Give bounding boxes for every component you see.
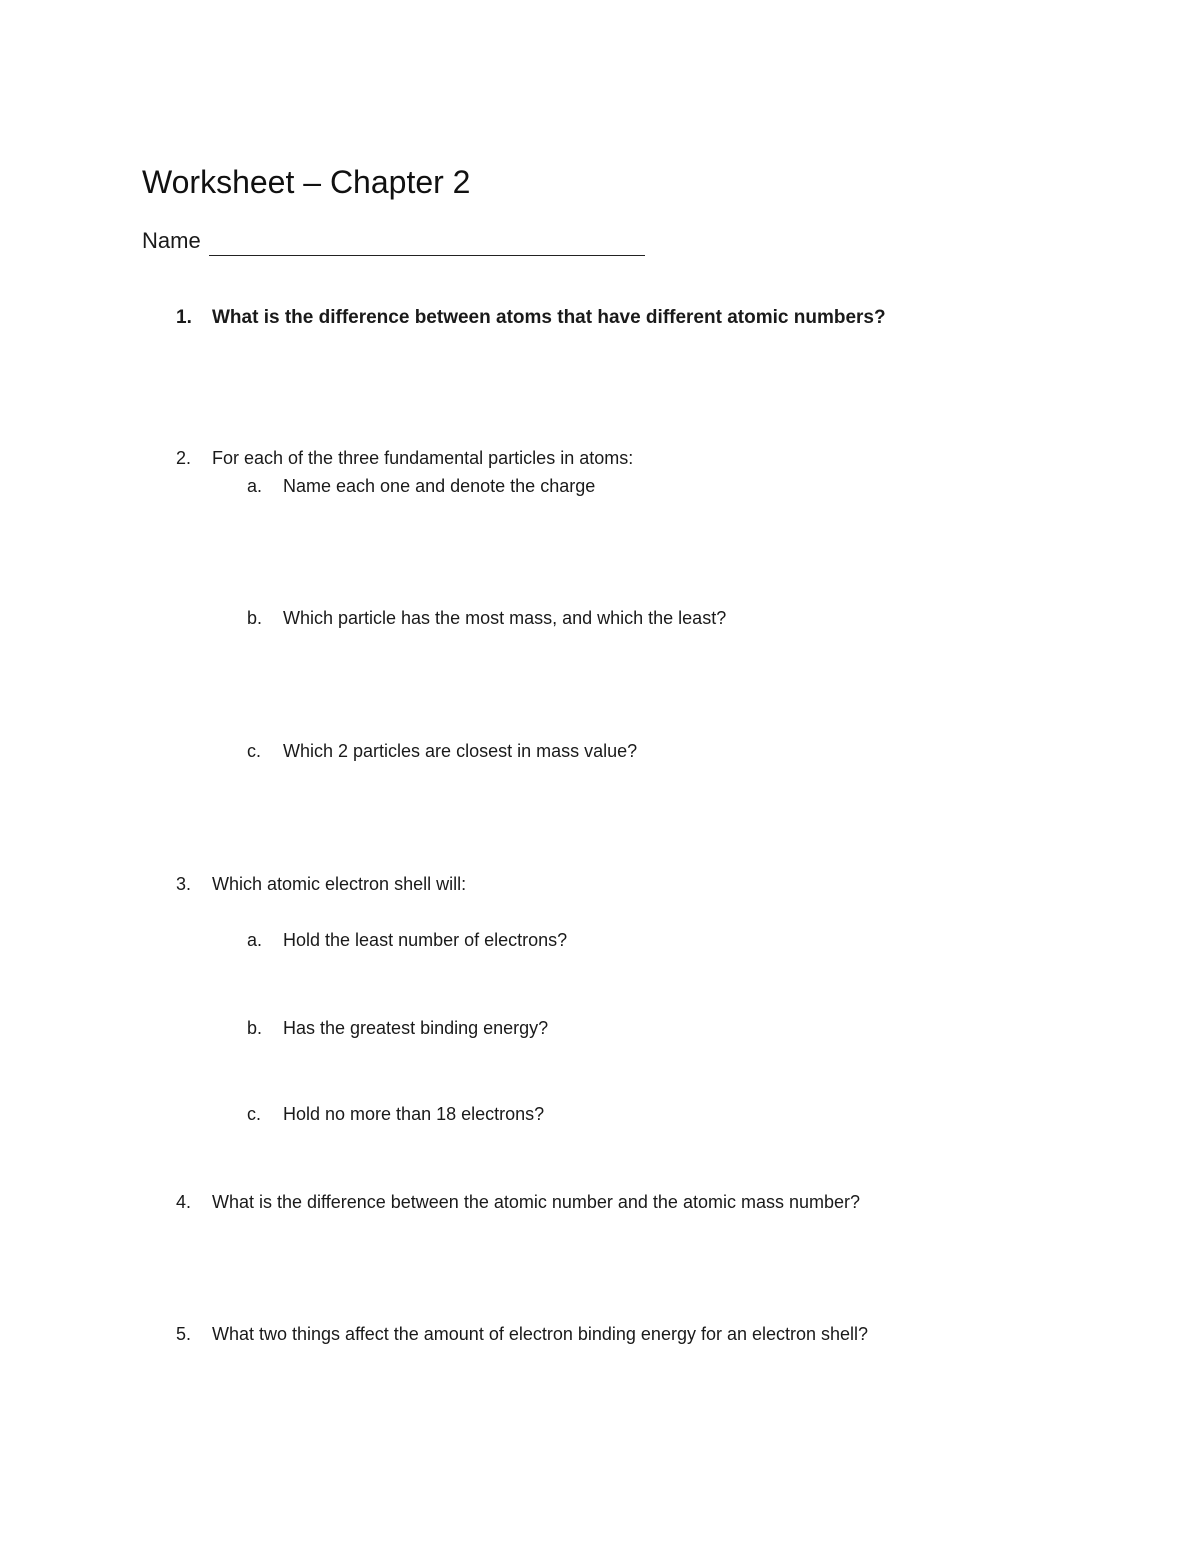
question-number: 1.	[176, 307, 192, 328]
question-text: What is the difference between the atomic number and the atomic mass number?	[212, 1192, 861, 1212]
sub-question-letter: b.	[247, 608, 263, 628]
sub-question-letter: a.	[247, 476, 263, 496]
question-3	[176, 871, 466, 897]
name-blank-line[interactable]	[209, 229, 645, 256]
question-text: What is the difference between atoms that have different atomic numbers?	[212, 307, 886, 328]
sub-question-text: Has the greatest binding energy?	[283, 1018, 549, 1038]
sub-question-2b	[247, 605, 726, 631]
sub-question-letter: b.	[247, 1018, 263, 1038]
sub-question-2a	[247, 473, 595, 499]
question-text: What two things affect the amount of electron binding energy for an electron shell?	[212, 1324, 869, 1344]
sub-question-text: Which 2 particles are closest in mass value?	[283, 741, 638, 761]
sub-question-letter: a.	[247, 930, 263, 950]
name-field-row	[142, 226, 645, 256]
sub-question-letter: c.	[247, 1104, 262, 1124]
sub-question-2c	[247, 738, 637, 764]
sub-question-text: Which particle has the most mass, and which the least?	[283, 608, 727, 628]
question-text: For each of the three fundamental particles in atoms:	[212, 448, 634, 468]
question-5	[176, 1321, 868, 1347]
page-title: Worksheet – Chapter 2	[142, 164, 471, 200]
question-text: Which atomic electron shell will:	[212, 874, 467, 894]
sub-question-text: Name each one and denote the charge	[283, 476, 596, 496]
question-4	[176, 1189, 860, 1215]
question-number: 4.	[176, 1192, 192, 1212]
question-number: 2.	[176, 448, 192, 468]
sub-question-3c	[247, 1101, 544, 1127]
sub-question-3b	[247, 1015, 548, 1041]
question-2	[176, 445, 633, 471]
question-number: 5.	[176, 1324, 192, 1344]
question-number: 3.	[176, 874, 192, 894]
sub-question-text: Hold no more than 18 electrons?	[283, 1104, 545, 1124]
sub-question-letter: c.	[247, 741, 262, 761]
name-label: Name	[142, 228, 201, 253]
question-1	[176, 305, 886, 331]
sub-question-3a	[247, 927, 567, 953]
sub-question-text: Hold the least number of electrons?	[283, 930, 568, 950]
